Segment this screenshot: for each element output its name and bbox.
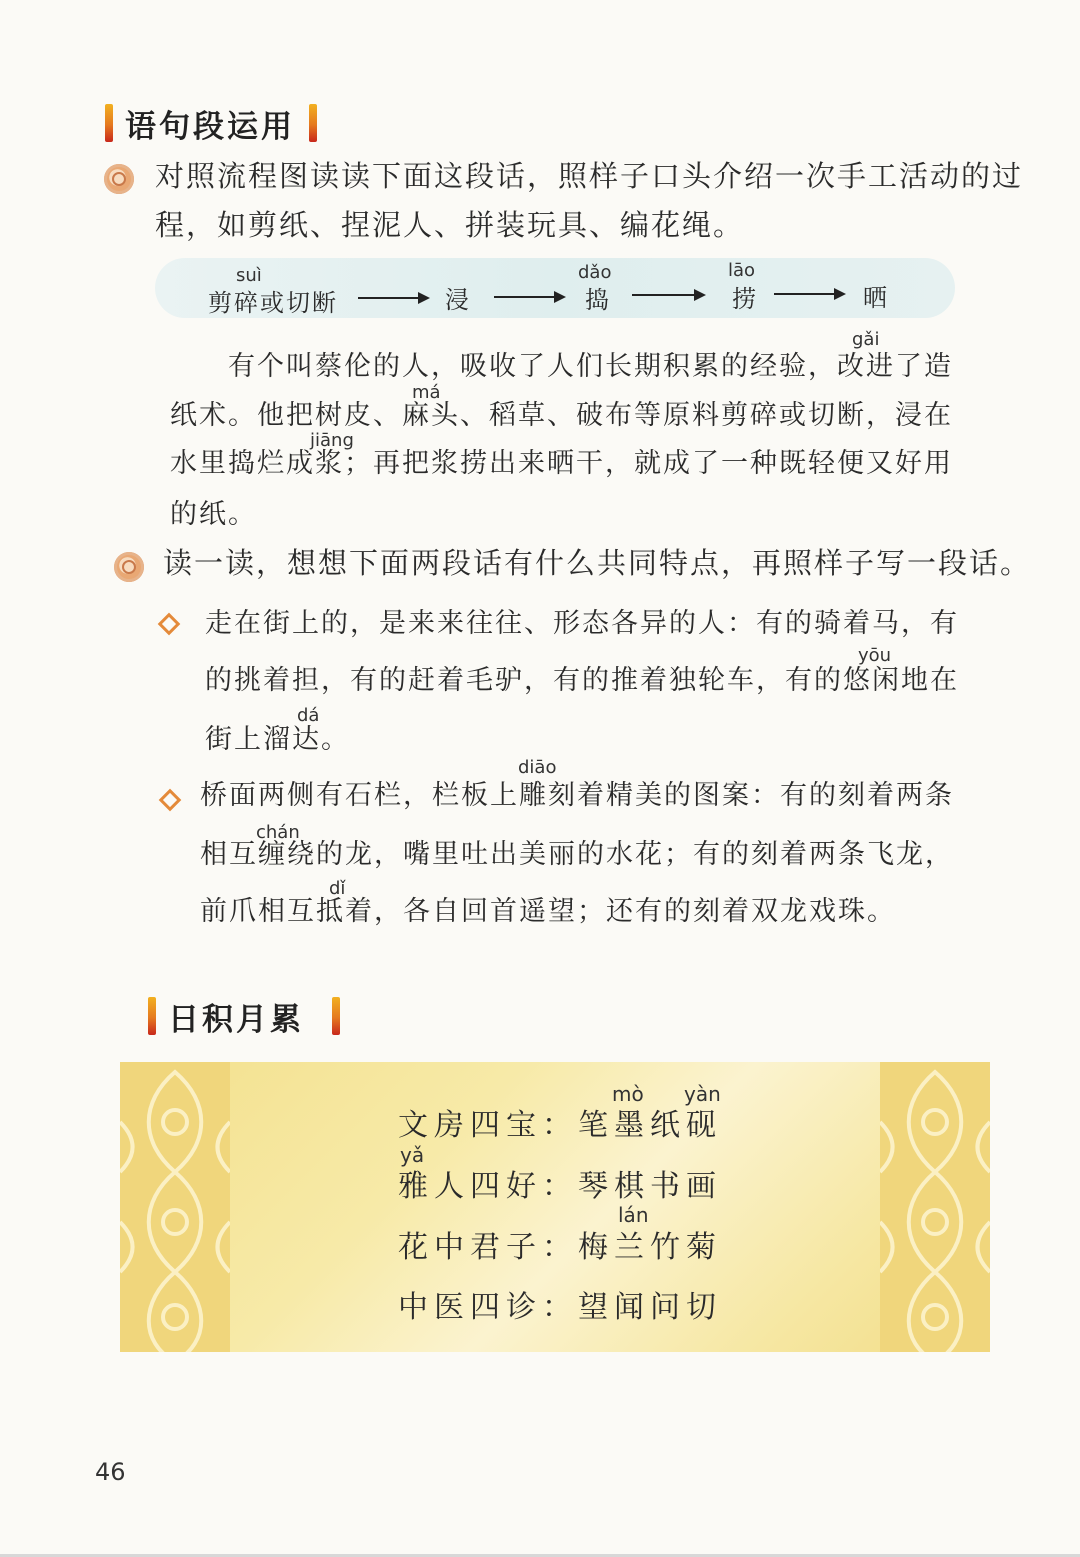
heading-bar-right: [332, 997, 340, 1035]
pinyin-mo: mò: [612, 1082, 644, 1106]
flow-step-cut: 剪碎或切断: [208, 289, 338, 317]
pinyin-jiang: jiāng: [310, 430, 354, 451]
pinyin-dao: dǎo: [578, 262, 612, 283]
pinyin-da: dá: [297, 705, 320, 726]
pinyin-lan: lán: [618, 1203, 649, 1227]
pinyin-yan: yàn: [684, 1082, 721, 1106]
ornament-right: [880, 1062, 990, 1352]
page-number: 46: [95, 1458, 126, 1486]
flow-step-soak: 浸: [445, 286, 471, 314]
diamond-bullet-icon: [158, 613, 181, 636]
pinyin-ma: má: [412, 382, 441, 403]
task2-line: 读一读，想想下面两段话有什么共同特点，再照样子写一段话。: [163, 546, 1032, 580]
flow-arrow-2: [494, 296, 564, 298]
passage-line-4: 的纸。: [170, 499, 257, 530]
task1-line-1: 对照流程图读读下面这段话，照样子口头介绍一次手工活动的过: [155, 159, 1024, 193]
flow-step-scoop: 捞: [732, 285, 758, 313]
example2-line-1: 桥面两侧有石栏，栏板上雕刻着精美的图案：有的刻着两条: [200, 780, 954, 811]
pinyin-sui: suì: [236, 265, 262, 286]
heading-bar-right: [309, 104, 317, 142]
accumulation-line-4: 中医四诊：望闻问切: [398, 1290, 722, 1325]
accumulation-line-3: 花中君子：梅兰竹菊: [398, 1230, 722, 1265]
section-title: 语句段运用: [125, 108, 295, 145]
flow-step-dry: 晒: [863, 284, 889, 312]
pinyin-diao: diāo: [518, 757, 557, 778]
accumulation-line-1: 文房四宝：笔墨纸砚: [398, 1108, 722, 1143]
passage-line-3: 水里捣烂成浆；再把浆捞出来晒干，就成了一种既轻便又好用: [170, 448, 953, 479]
pinyin-chan: chán: [256, 822, 300, 843]
flow-arrow-1: [358, 297, 428, 299]
pinyin-ya: yǎ: [400, 1143, 425, 1167]
pinyin-di: dǐ: [329, 878, 346, 899]
example1-line-3: 街上溜达。: [205, 724, 350, 755]
pinyin-lao: lāo: [728, 260, 756, 281]
passage-line-2: 纸术。他把树皮、麻头、稻草、破布等原料剪碎或切断，浸在: [170, 400, 953, 431]
heading-bar-left: [105, 104, 113, 142]
example2-line-3: 前爪相互抵着，各自回首遥望；还有的刻着双龙戏珠。: [200, 896, 896, 927]
pinyin-you: yōu: [858, 645, 892, 666]
task-bullet-icon: [104, 164, 134, 194]
section-title: 日积月累: [168, 1001, 304, 1038]
passage-line-1: 有个叫蔡伦的人，吸收了人们长期积累的经验，改进了造: [228, 351, 953, 382]
flow-step-pound: 捣: [585, 286, 611, 314]
diamond-bullet-icon: [159, 789, 182, 812]
task1-line-2: 程，如剪纸、捏泥人、拼装玩具、编花绳。: [155, 208, 745, 242]
accumulation-line-2: 雅人四好：琴棋书画: [398, 1169, 722, 1204]
ornament-left: [120, 1062, 230, 1352]
section-heading-accumulation: [148, 994, 340, 1038]
task-bullet-icon: [114, 552, 144, 582]
example1-line-1: 走在街上的，是来来往往、形态各异的人：有的骑着马，有: [205, 608, 959, 639]
example1-line-2: 的挑着担，有的赶着毛驴，有的推着独轮车，有的悠闲地在: [205, 665, 959, 696]
section-heading-language-use: [105, 101, 317, 145]
flow-arrow-3: [632, 294, 704, 296]
example2-line-2: 相互缠绕的龙，嘴里吐出美丽的水花；有的刻着两条飞龙，: [200, 839, 954, 870]
pinyin-gai: gǎi: [852, 329, 880, 350]
heading-bar-left: [148, 997, 156, 1035]
flow-arrow-4: [774, 293, 844, 295]
